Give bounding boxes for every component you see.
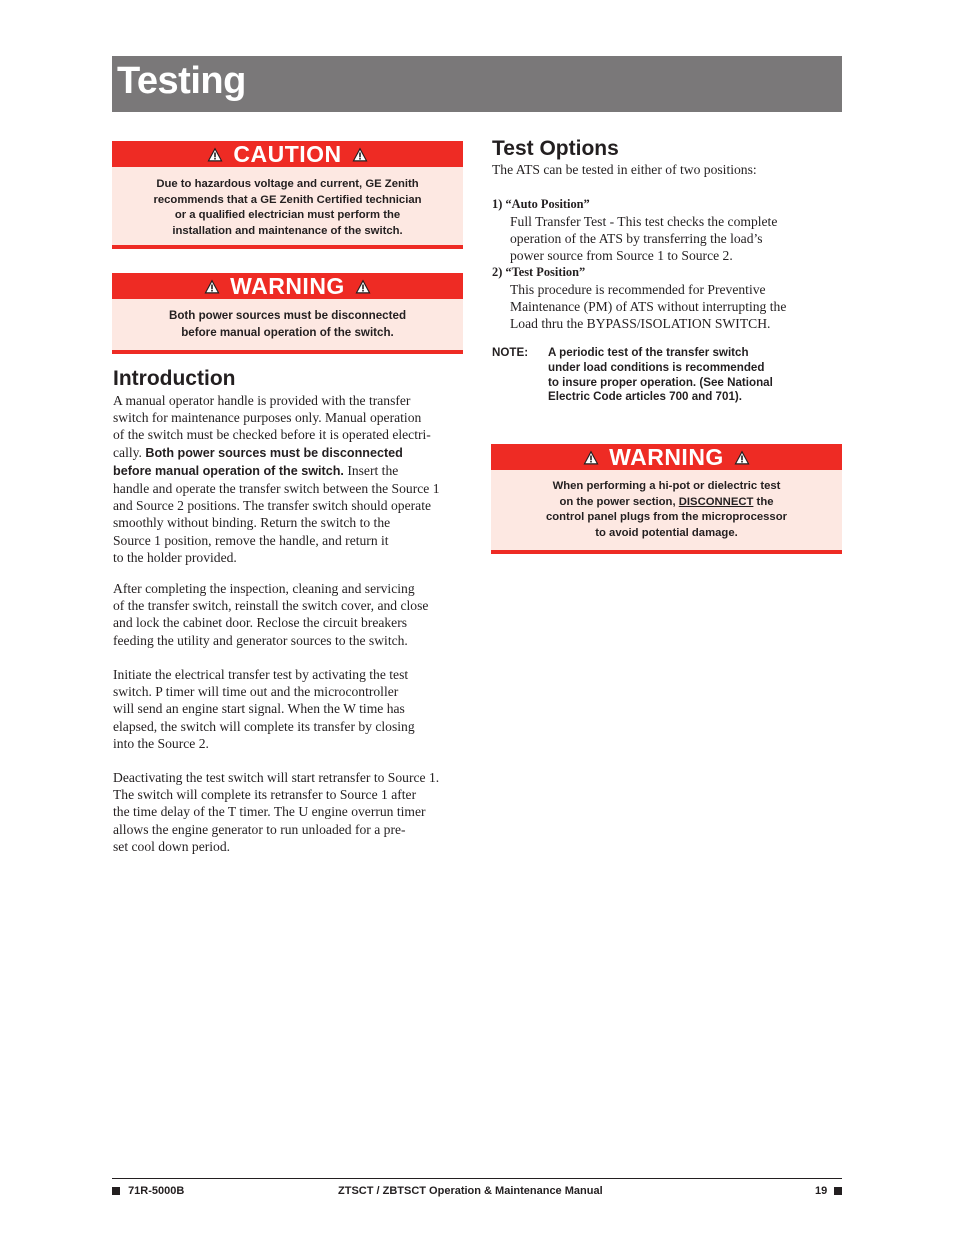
page-title: Testing [117,60,246,102]
warning-triangle-icon [204,279,220,294]
warning-title-bar [112,273,463,299]
text-line: and Source 2 positions. The transfer switch should operate [113,498,431,514]
text-line: handle and operate the transfer switch between the Source 1 [113,481,440,497]
warning-line [491,495,842,511]
warning-bottom-rule [112,350,463,354]
text-line: Electric Code articles 700 and 701). [548,390,742,404]
text-span: the [753,495,774,508]
option-1-label: 1) “Auto Position” [492,197,590,211]
text-span: cally. [113,444,146,460]
caution-line: recommends that a GE Zenith Certified technician [153,193,422,206]
footer-doc-number [112,1185,184,1197]
text-line: After completing the inspection, cleaning and servicing [113,581,415,596]
text-line: operation of the ATS by transferring the load’s [510,231,763,247]
text-line: switch. P timer will time out and the microcontroller [113,684,399,700]
footer-page-number [815,1185,842,1197]
warning-text [112,299,463,341]
warning-line: to avoid potential damage. [595,526,738,539]
bold-warning-text: before manual operation of the switch. [113,463,344,478]
square-bullet-icon [834,1187,842,1195]
warning-box-disconnect [112,273,463,354]
text-line: into the Source 2. [113,735,209,751]
option-2-label: 2) “Test Position” [492,265,586,279]
footer-manual-title: ZTSCT / ZBTSCT Operation & Maintenance Manual [338,1185,603,1197]
text-line: feeding the utility and generator sources to the switch. [113,632,408,648]
doc-number: 71R-5000B [128,1185,185,1197]
text-span: on the power section, [559,495,679,508]
text-line: elapsed, the switch will complete its transfer by closing [113,718,415,734]
caution-title: CAUTION [233,140,342,167]
text-line: Maintenance (PM) of ATS without interrupting the [510,299,787,315]
warning-box-hipot [491,444,842,554]
introduction-heading: Introduction [113,367,236,390]
disconnect-emphasis: DISCONNECT [678,495,754,508]
text-line: This procedure is recommended for Preventive [510,282,766,297]
option-1-description [510,213,842,265]
caution-text [112,167,463,239]
warning-line: When performing a hi-pot or dielectric test [552,480,781,492]
introduction-paragraph-4 [113,769,465,855]
text-line: to the holder provided. [113,549,237,565]
introduction-paragraph-1 [113,392,465,566]
text-line [113,444,465,462]
warning-text [491,470,842,541]
note-text [548,346,838,405]
text-line: The switch will complete its retransfer to Source 1 after [113,787,417,803]
option-2-description [510,281,842,333]
bold-warning-text: Both power sources must be disconnected [145,445,403,460]
warning-triangle-icon [352,147,368,162]
caution-line: Due to hazardous voltage and current, GE Zenith [156,178,419,190]
text-line: and lock the cabinet door. Reclose the circuit breakers [113,615,408,631]
text-line: A periodic test of the transfer switch [548,346,749,359]
warning-title: WARNING [230,272,345,299]
warning-triangle-icon [734,450,750,465]
text-line: switch for maintenance purposes only. Manual operation [113,410,422,426]
text-line: allows the engine generator to run unloaded for a pre- [113,821,406,837]
warning-bottom-rule [491,550,842,554]
introduction-paragraph-2 [113,580,465,649]
text-line: Source 1 position, remove the handle, and return it [113,532,389,548]
warning-title: WARNING [609,443,724,470]
text-span: Insert the [343,462,399,478]
text-line: will send an engine start signal. When the W time has [113,701,405,717]
text-line: the time delay of the T timer. The U engine overrun timer [113,804,426,820]
footer-rule [112,1178,842,1179]
text-line: Load thru the BYPASS/ISOLATION SWITCH. [510,316,771,332]
text-line: under load conditions is recommended [548,360,765,374]
text-line: of the switch must be checked before it is operated electri- [113,427,431,443]
warning-title-bar [491,444,842,470]
test-options-intro: The ATS can be tested in either of two positions: [492,162,757,177]
warning-triangle-icon [207,147,223,162]
caution-box [112,141,463,249]
warning-line: before manual operation of the switch. [181,326,394,339]
note-label: NOTE: [492,346,529,359]
text-line: of the transfer switch, reinstall the switch cover, and close [113,598,429,614]
text-line: Full Transfer Test - This test checks the complete [510,214,778,229]
introduction-paragraph-3 [113,666,465,752]
text-line [113,462,465,480]
warning-line: Both power sources must be disconnected [168,309,407,322]
text-line: Deactivating the test switch will start retransfer to Source 1. [113,770,440,785]
text-line: to insure proper operation. (See National [548,375,773,389]
page-header-bar [112,56,842,112]
caution-bottom-rule [112,245,463,249]
text-line: power source from Source 1 to Source 2. [510,248,733,264]
caution-line: or a qualified electrician must perform the [174,209,401,222]
text-line: smoothly without binding. Return the switch to the [113,515,391,531]
warning-triangle-icon [583,450,599,465]
square-bullet-icon [112,1187,120,1195]
test-options-heading: Test Options [492,137,619,160]
text-line: set cool down period. [113,838,231,854]
caution-line: installation and maintenance of the switch. [172,224,403,237]
warning-triangle-icon [355,279,371,294]
warning-line: control panel plugs from the microprocessor [545,511,788,524]
page-number: 19 [815,1185,828,1197]
text-line: Initiate the electrical transfer test by activating the test [113,667,409,682]
text-line: A manual operator handle is provided with the transfer [113,393,411,408]
caution-title-bar [112,141,463,167]
